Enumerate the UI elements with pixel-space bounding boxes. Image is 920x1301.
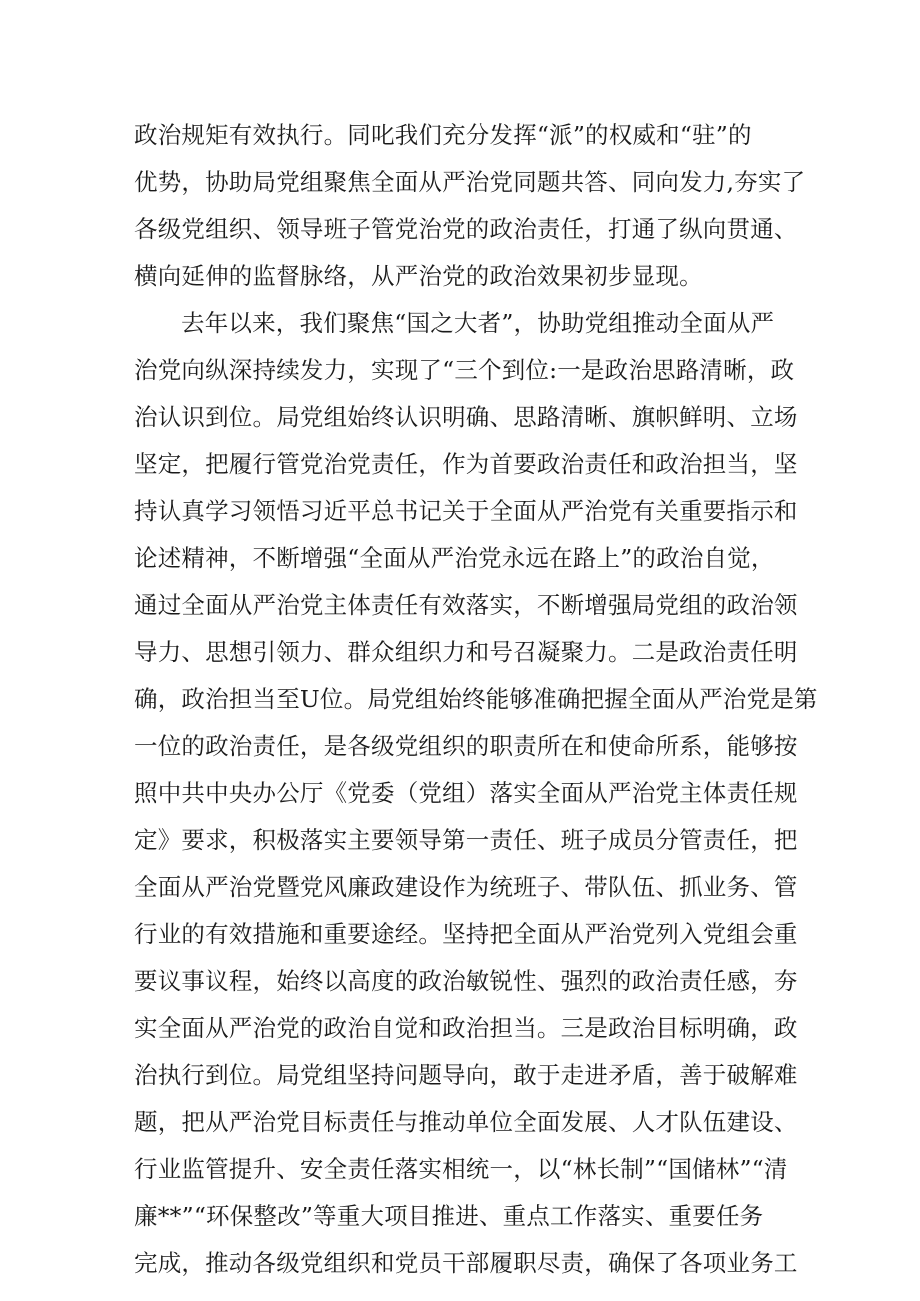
text-line: 一位的政治责任，是各级党组织的职责所在和使命所系，能够按 xyxy=(134,732,798,760)
text-line: 治党向纵深持续发力，实现了“三个到位:一是政治思路清晰，政 xyxy=(134,356,795,384)
text-line: 治认识到位。局党组始终认识明确、思路清晰、旗帜鲜明、立场 xyxy=(134,403,798,431)
text-line: 坚定，把履行管党治党责任，作为首要政治责任和政治担当，坚 xyxy=(134,450,798,478)
text-line: 通过全面从严治党主体责任有效落实，不断增强局党组的政治领 xyxy=(134,591,798,619)
text-line: 治执行到位。局党组坚持问题导向，敢于走进矛盾，善于破解难 xyxy=(134,1061,798,1089)
text-line: 政治规矩有效执行。同叱我们充分发挥“派”的权威和“驻”的 xyxy=(134,121,752,149)
body-text xyxy=(134,112,818,1287)
text-line: 照中共中央办公厅《党委（党组）落实全面从严治党主体责任规 xyxy=(134,779,798,807)
text-line: 题，把从严治党目标责任与推动单位全面发展、人才队伍建设、 xyxy=(134,1108,798,1136)
text-line: 导力、思想引领力、群众组织力和号召凝聚力。二是政治责任明 xyxy=(134,638,798,666)
text-line: 各级党组织、领导班子管党治党的政治责任，打通了纵向贯通、 xyxy=(134,215,798,243)
text-line: 横向延伸的监督脉络，从严治党的政治效果初步显现。 xyxy=(134,262,703,290)
text-line: 持认真学习领悟习近平总书记关于全面从严治党有关重要指示和 xyxy=(134,497,798,525)
text-line: 要议事议程，始终以高度的政治敏锐性、强烈的政治责任感，夯 xyxy=(134,967,798,995)
text-line: 实全面从严治党的政治自觉和政治担当。三是政治目标明确，政 xyxy=(134,1014,798,1042)
text-line: 廉**”“环保整改”等重大项目推进、重点工作落实、重要任务 xyxy=(134,1202,764,1230)
text-line: 定》要求，积极落实主要领导第一责任、班子成员分管责任，把 xyxy=(134,826,798,854)
text-line: 完成，推动各级党组织和党员干部履职尽责，确保了各项业务工 xyxy=(134,1249,798,1277)
text-line: 论述精神，不断增强“全面从严治党永远在路上”的政治自觉， xyxy=(134,544,775,572)
text-line: 全面从严治党暨党风廉政建设作为统班子、带队伍、抓业务、管 xyxy=(134,873,798,901)
text-line: 行业的有效措施和重要途经。坚持把全面从严治党列入党组会重 xyxy=(134,920,798,948)
text-line: 确，政治担当至U位。局党组始终能够准确把握全面从严治党是第 xyxy=(134,685,818,713)
text-line: 行业监管提升、安全责任落实相统一，以“林长制”“国储林”“清 xyxy=(134,1155,788,1183)
paragraph-first-line: 去年以来，我们聚焦“国之大者”，协助党组推动全面从严 xyxy=(181,309,775,337)
text-line: 优势，协助局党组聚焦全面从严治党同题共答、同向发力,夯实了 xyxy=(134,168,806,196)
